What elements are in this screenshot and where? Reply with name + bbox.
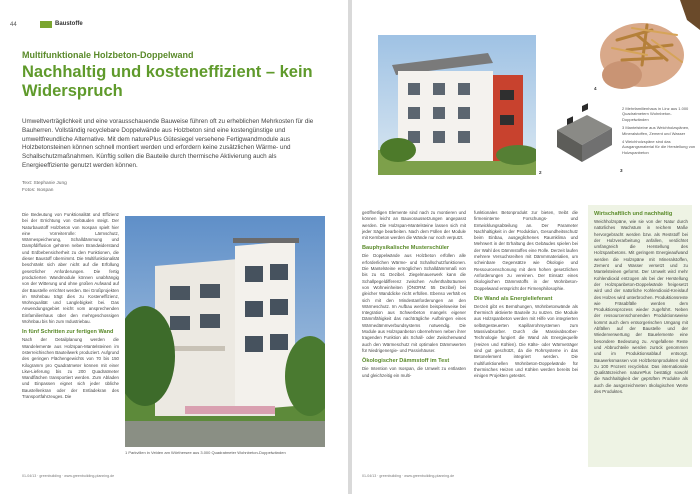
right-column-2 [474, 210, 578, 379]
page-footer: 01-04/13 · greenbuilding · www.greenbuilding-planning.de [22, 474, 115, 478]
sidebar-heading: Wirtschaftlich und nachhaltig [594, 211, 673, 217]
apartment-photo [378, 35, 536, 175]
body-text: Die Bedeutung von Funktionalität und Effizienz bei der Errichtung von Gebäuden steigt. Der Naturbaustoff Holzbeton von Isospan spielt hier eine Vorreiterrolle: Lärmschutz, Wärmespeicherung, Schalldämmung und Dampfdiffusion gehören neben Brandwiderstand und Erdbebensicherheit zu den Funktionen, die dieser Baustoff übernimmt. Die Multifunktionalität beschränkt sich aber nicht auf die Erfüllung gesetzlicher Anforderungen. Die fertig produzierten Wandmodule können unabhängig von der Witterung und ohne großen Aufwand auf der Baustelle errichtet werden. Bei Großprojekten im Wohnbau trägt dies zu Kosteneffizienz, Wohnqualität und Langlebigkeit bei. Das Anwendungsgebiet reicht vom ansprechenden Einfamilienhaus über den mehrgeschossigen Wohnbau bis hin zum Industriebau. [22, 212, 119, 325]
figure-number: 4 [594, 86, 597, 91]
photo-caption: 1 Parkvillen in Velden am Wörthersee aus 3.000 Quadratmeter Wohnbeton-Doppelwänden [125, 450, 286, 455]
right-column-1 [362, 210, 466, 379]
body-text: funktionales Betonprodukt zur bieten, treibt die firmeninterne Forschungs- und Entwicklungsabteilung an. Der Parameter Nachhaltigkeit in der Produktion, Gesundheitsschutz beim Einbau, ausgeglichenes Raumklima und Mehrwert in der Erhaltung des Gebäudes spielen bei der Wahl des Dämmstoffes eine Rolle. Derzeit laufen mehrere Versuchsreihen mit Dämmmaterialien, um scheinbare Gegensätze wie Ökologie und Ressourcenschonung mit dem hohen gesetzlichen Anforderungen zu vereinen. Der Einsatz eines ökologischen Dämmstoffs in der Wohnbeton-Doppelwand entspricht der Firmenphilosophie. [474, 210, 578, 291]
body-text: Derzeit gibt es Bemühungen, Wohnbetonwände als thermisch aktivierte Bauteile zu nutzen. Die Module aus Holzspanbeton werden mit Hilfe von integrierten selbstgesteuerten Kapillarrohrsystemen zum Massivabsorber. Durch die Massivabsorber-Technologie fungiert die Wand als Energiequelle (Heizen und Kühlen). Die Kälte- oder Wärmeträger sind gut geschützt, da die Rohrsysteme in das Betonelement integriert werden. Die multifunktionellen Wohnbeton-Doppelwände für thermisches Heizen und Kühlen werden bereits bei einigen Projekten getestet. [474, 303, 578, 379]
subhead: Die Wand als Energielieferant [474, 295, 553, 302]
subhead: Bauphysikalische Musterschüler [362, 245, 450, 252]
subhead: Ökologischer Dämmstoff im Test [362, 358, 450, 365]
right-page [352, 0, 700, 494]
section-marker [40, 21, 52, 28]
figure-number: 3 [620, 168, 623, 173]
article-kicker: Multifunktionale Holzbeton-Doppelwand [22, 50, 194, 60]
article-intro: Umweltverträglichkeit und eine vorausschauende Bauweise führen oft zu erheblichen Mehrkosten für die Bauherren. Vollständig recyclebare Doppelwände aus Holzbeton sind eine kostengünstige und umweltfreundliche Alternative. Mit dem naturePlus Gütesiegel versehene Fertigwandmodule aus Holzbetonsteinen können schnell montiert werden und erfordern keine zusätzlichen Wärme- und Schallschutzmaßnahmen. Künftig sollen die Bauteile durch thermische Aktivierung auch als Energieeffiziente genutzt werden können. [22, 118, 314, 169]
caption-3: 3 Mantelsteine aus Weichholzspänen, Mineralstoffen, Zement und Wasser [622, 125, 690, 136]
section-label: Baustoffe [55, 21, 83, 27]
left-column [22, 212, 119, 400]
figure-number: 2 [539, 170, 542, 175]
caption-2: 2 Mehrfamilienhaus in Linz aus 1.000 Quadratmetern Wohnbeton-Doppelwänden [622, 106, 689, 122]
body-text: Nach der Detailplanung werden die Wandelemente aus Holzspan-Mantelsteinen im österreichischen Bauteilwerk produziert. Aufgrund des geringen Flächengewichts von 70 bis 150 Kilogramm pro Quadratmeter können mit einer Lkw-Lieferung bis zu 200 Quadratmeter Wandflächen transportiert werden. Zum Abladen und Einpassen eignet sich jeder übliche Baustellenkran oder der Entladekran des Transportfahrzeuges. Die [22, 337, 119, 400]
side-captions [622, 106, 696, 155]
body-text: Die Doppelwände aus Holzbeton erfüllen alle erforderlichen Wärme- und Schallschutzfunktionen. Die Mantelsteine ermöglichen Schalldämmmaß von bis zu 61 Dezibel. Ziegelmauerwerk kann die Schallpegeldifferenz zwischen Aufenthaltsräumen von Wohneinheiten (ÖNORM: 55 Dezibel) bei gleicher Wanddicke nicht erfüllen. Ebenso verhält es sich mit den Mindestanforderungen an den Wärmeschutz. Im Aufbau werden beispielsweise bei Integration aus Schwerbeton mangels eigener Dämmfähigkeit das nachträgliche Aufbringen eines Wärmedämmverbundsystems notwendig. Die Module aus Holzspanbeton übernehmen neben ihrer tragenden Funktion als Schall- oder Zwischenwand auch den Wärmeschutz mit optimalen Dämmwerten für Niedrigenergie- und Passivhäuser. [362, 253, 466, 353]
credit-text: Text: Stephanie Jung [22, 181, 67, 186]
body-text: geöffnetligen Elemente sind nach zu montieren und können leicht an Bauvoraussetzungen angepasst werden. Die Holzspan-Mantelsteine lassen sich mit jeder Säge bearbeiten. Nach dem Füllen der Module mit Kernbeton werden die Wände nur noch verputzt. [362, 210, 466, 241]
body-text: Die Intention von Isospan, die Umwelt zu entlasten und gleichzeitig ein multi- [362, 366, 466, 378]
villa-photo [125, 216, 325, 447]
left-page [0, 0, 348, 494]
subhead: In fünf Schritten zur fertigen Wand [22, 329, 114, 336]
sidebar-text: Weichholzspäne, wie sie von der Natur durch natürliches Wachstum in reichem Maße hervorgebracht werden bzw. als Reststoff bei der Holzverarbeitung anfallen, verdichtet umfangreich die Herstellung des Holzspanbetons. Mit geringem Energieaufwand werden die Holzspäne mit Mineralstoffen, Zement und Wasser versetzt und zu Mantelsteinen geformt. Der Umwelt wird mehr Kohlendioxid entzogen als bei der Herstellung der Holzspanbeton-Doppelwände freigesetzt wird und der natürliche Kohlendioxid-Kreislauf des Holzes wird unterbrochen. Produktionsreste wie Fräsabfälle werden dem Produktionsprozess wieder zugeführt. Neben der ressourcenschonenden Produktionsweise kommt auch dem entsorgerischen Umgang mit Abfällen auf der Baustelle und der Wiederverwertung der Bauelemente eine besondere Bedeutung zu. Angefallene Reste und Abbruchteile werden zurück genommen und im Produktionsablauf entsorgt. Bauwerksmassen von Holzbetonprodukten sind zu 100 Prozent recyclebar. Das internationale Qualitätszeichen naturePlus bestätigt sowohl die Nachhaltigkeit der geprüften Produkte als auch die ausgezeichneten ökologischen Werte des Produktes. [594, 219, 688, 395]
sidebar-column [594, 210, 688, 395]
credit-photos: Fotos: Isospan [22, 188, 54, 193]
block-photo [552, 100, 617, 170]
page-number: 44 [10, 22, 17, 28]
caption-4: 4 Weichholzspäne sind das Ausgangsmaterial für die Herstellung von Holzspanbeton [622, 139, 696, 155]
wood-chips-photo [592, 0, 700, 98]
page-footer: 01-04/13 · greenbuilding · www.greenbuilding-planning.de [362, 474, 455, 478]
article-headline: Nachhaltig und kosteneffizient – kein Widerspruch [22, 63, 313, 100]
